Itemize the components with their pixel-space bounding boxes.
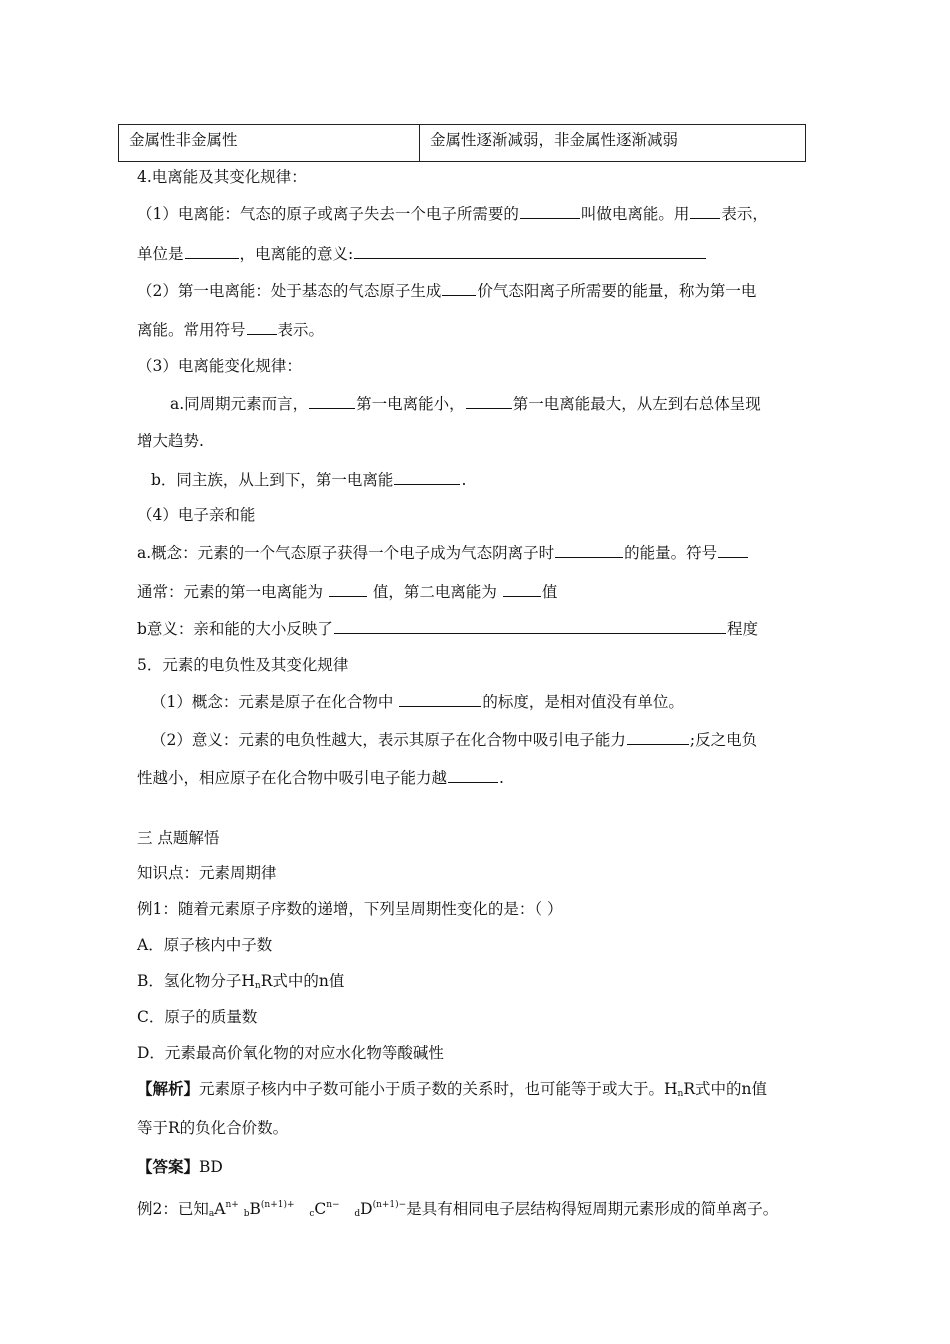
knowledge-point: 知识点：元素周期律 bbox=[137, 864, 277, 882]
fill-blank bbox=[329, 580, 367, 597]
subscript: d bbox=[354, 1209, 361, 1219]
ionization-def-line2 bbox=[137, 242, 707, 265]
fill-blank bbox=[555, 541, 623, 558]
affinity-meaning-line bbox=[137, 617, 758, 640]
electronegativity-meaning-line2 bbox=[137, 766, 504, 789]
fill-blank bbox=[718, 541, 748, 558]
option-a: A．原子核内中子数 bbox=[137, 936, 273, 954]
text: 的标度，是相对值没有单位。 bbox=[482, 693, 684, 711]
fill-blank bbox=[520, 202, 580, 219]
option-b bbox=[137, 970, 344, 997]
fill-blank bbox=[627, 728, 689, 745]
text: B bbox=[249, 1200, 261, 1218]
text: 离能。常用符号 bbox=[137, 321, 246, 339]
text: 第一电离能最大，从左到右总体呈现 bbox=[512, 395, 761, 413]
text: 程度 bbox=[726, 620, 758, 638]
subscript: c bbox=[309, 1209, 315, 1219]
text: R式中的n值 bbox=[683, 1080, 767, 1098]
text: B．氢化物分子H bbox=[137, 972, 255, 990]
text: 性越小，相应原子在化合物中吸引电子能力越 bbox=[137, 769, 448, 787]
section-5-title: 5．元素的电负性及其变化规律 bbox=[137, 656, 349, 674]
fill-blank bbox=[334, 617, 726, 634]
text: 单位是 bbox=[137, 245, 184, 263]
text: A bbox=[214, 1200, 226, 1218]
text: （1）电离能：气态的原子或离子失去一个电子所需要的 bbox=[137, 205, 519, 223]
text: 价气态阳离子所需要的能量，称为第一电 bbox=[477, 282, 757, 300]
fill-blank bbox=[354, 242, 706, 259]
text: R式中的n值 bbox=[260, 972, 345, 990]
fill-blank bbox=[503, 580, 541, 597]
section-3-title: 三 点题解悟 bbox=[137, 829, 220, 847]
text: C bbox=[314, 1200, 327, 1218]
affinity-usual-line bbox=[137, 580, 557, 603]
ionization-def-line1 bbox=[137, 202, 768, 225]
affinity-concept-line bbox=[137, 541, 749, 564]
text: 例2：已知 bbox=[137, 1200, 209, 1218]
electronegativity-meaning-line1 bbox=[151, 728, 757, 751]
subscript: a bbox=[208, 1209, 215, 1219]
option-d: D．元素最高价氧化物的对应水化物等酸碱性 bbox=[137, 1044, 444, 1062]
analysis-label: 【解析】 bbox=[137, 1079, 200, 1098]
rule-a-line2: 增大趋势. bbox=[137, 432, 204, 450]
option-c: C．原子的质量数 bbox=[137, 1008, 258, 1026]
subscript: n bbox=[254, 981, 261, 991]
superscript: (n+1)+ bbox=[260, 1200, 295, 1210]
text: b．同主族，从上到下，第一电离能 bbox=[151, 471, 394, 489]
table-cell-property: 金属性非金属性 bbox=[119, 125, 420, 161]
table-cell-trend: 金属性逐渐减弱，非金属性逐渐减弱 bbox=[430, 131, 679, 149]
text: 的能量。符号 bbox=[624, 544, 718, 562]
fill-blank bbox=[247, 318, 277, 335]
text: 叫做电离能。用 bbox=[580, 205, 690, 223]
text: 表示。 bbox=[277, 321, 325, 339]
superscript: n− bbox=[326, 1200, 340, 1210]
text: a.同周期元素而言， bbox=[170, 395, 309, 413]
text: D bbox=[360, 1200, 373, 1218]
first-ionization-line2 bbox=[137, 318, 324, 341]
section-4-title: 4.电离能及其变化规律： bbox=[137, 168, 307, 186]
subscript: n bbox=[677, 1089, 684, 1099]
analysis-line1 bbox=[137, 1078, 767, 1105]
subscript: b bbox=[243, 1209, 250, 1219]
text: b意义：亲和能的大小反映了 bbox=[137, 620, 333, 638]
rule-a-line1 bbox=[170, 392, 761, 415]
text: 表示， bbox=[721, 205, 768, 223]
text: 值，第二电离能为 bbox=[372, 583, 497, 601]
text: （2）第一电离能：处于基态的气态原子生成 bbox=[137, 282, 442, 300]
text: . bbox=[499, 769, 504, 787]
text: 值 bbox=[541, 583, 558, 601]
text: 是具有相同电子层结构得短周期元素形成的简单离子。 bbox=[406, 1200, 779, 1218]
first-ionization-line1 bbox=[137, 279, 756, 302]
answer-value: BD bbox=[199, 1158, 223, 1176]
text: 通常：元素的第一电离能为 bbox=[137, 583, 324, 601]
electronegativity-concept-line bbox=[151, 690, 684, 713]
text: （1）概念：元素是原子在化合物中 bbox=[151, 693, 394, 711]
text: ，电离能的意义: bbox=[239, 245, 354, 263]
answer-line bbox=[137, 1156, 223, 1178]
rule-b-line bbox=[151, 468, 466, 491]
example-1-question: 例1：随着元素原子序数的递增，下列呈周期性变化的是：（ ） bbox=[137, 900, 563, 918]
fill-blank bbox=[399, 690, 481, 707]
comparison-table bbox=[118, 124, 806, 162]
fill-blank bbox=[309, 392, 355, 409]
fill-blank bbox=[466, 392, 512, 409]
example-2-question bbox=[137, 1194, 778, 1225]
text: ;反之电负 bbox=[689, 731, 758, 749]
superscript: n+ bbox=[225, 1200, 239, 1210]
text: . bbox=[461, 471, 467, 489]
text: （2）意义：元素的电负性越大，表示其原子在化合物中吸引电子能力 bbox=[151, 731, 626, 749]
text: 第一电离能小， bbox=[356, 395, 465, 413]
text: a.概念：元素的一个气态原子获得一个电子成为气态阴离子时 bbox=[137, 544, 555, 562]
electron-affinity-title: （4）电子亲和能 bbox=[137, 506, 256, 524]
text: 元素原子核内中子数可能小于质子数的关系时，也可能等于或大于。H bbox=[199, 1080, 678, 1098]
fill-blank bbox=[442, 279, 476, 296]
fill-blank bbox=[394, 468, 460, 485]
ionization-rule-title: （3）电离能变化规律： bbox=[137, 357, 302, 375]
fill-blank bbox=[690, 202, 720, 219]
analysis-line2: 等于R的负化合价数。 bbox=[137, 1119, 289, 1137]
fill-blank bbox=[185, 242, 239, 259]
superscript: (n+1)− bbox=[372, 1200, 407, 1210]
fill-blank bbox=[448, 766, 498, 783]
answer-label: 【答案】 bbox=[137, 1157, 200, 1176]
